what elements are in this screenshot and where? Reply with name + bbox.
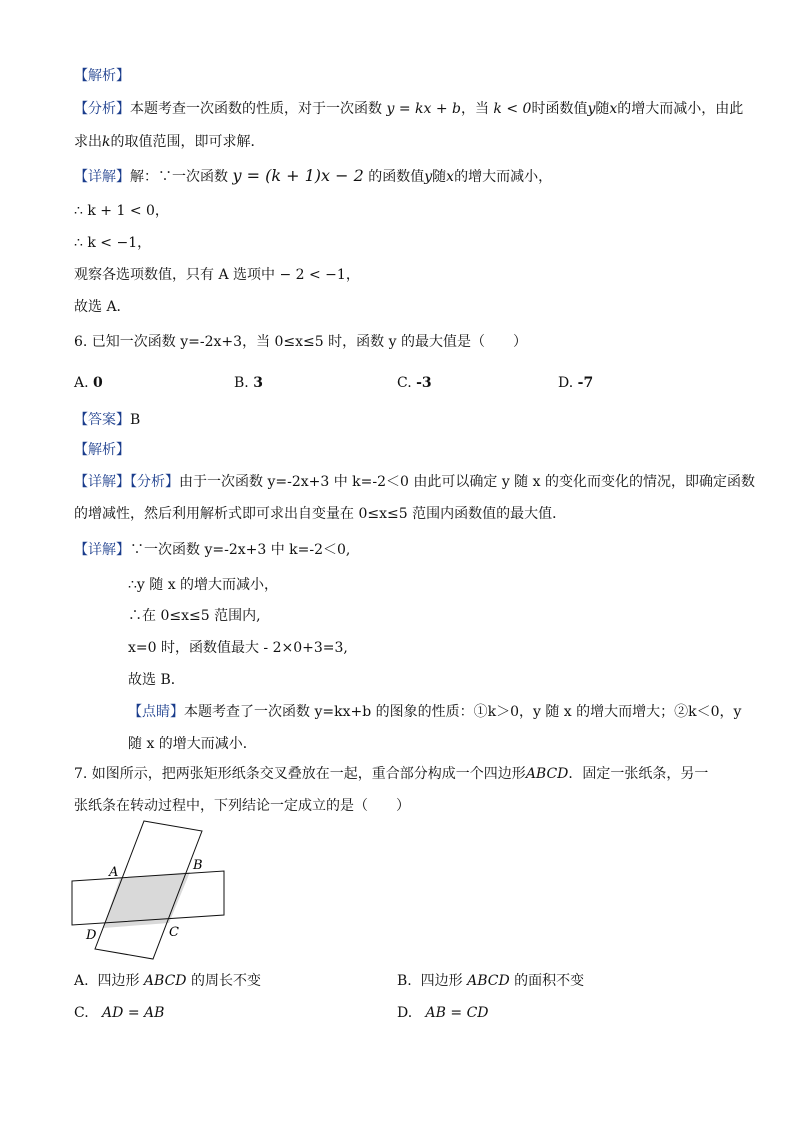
q5-fenxi-line2: 求出k的取值范围，即可求解． [74, 134, 265, 150]
q7-option-a: A. 四边形 ABCD 的周长不变 [74, 973, 261, 989]
q5-fenxi-line1: 【分析】本题考查一次函数的性质，对于一次函数 y = kx + b，当 k < 0时函数值y随x的增大而减小，由此 [74, 101, 744, 117]
q6-detail-line1: 【详解】∵一次函数 y=-2x+3 中 k=-2＜0, [74, 542, 351, 558]
q7-figure [66, 818, 236, 963]
q5-observe: 观察各选项数值，只有 A 选项中 − 2 < −1， [74, 267, 360, 283]
q5-xiangjie-line: 【详解】解：∵一次函数 y = (k + 1)x − 2 的函数值y随x的增大而减小， [74, 166, 553, 185]
q6-fenxi-line1: 【详解】【分析】由于一次函数 y=-2x+3 中 k=-2＜0 由此可以确定 y 随 x 的变化而变化的情况，即确定函数 [74, 474, 755, 490]
q6-dianjing-line1: 【点睛】本题考查了一次函数 y=kx+b 的图象的性质：①k＞0，y 随 x 的增大而增大；②k＜0，y [128, 704, 742, 720]
formula: y = kx + b [386, 101, 461, 117]
q6-option-c: C. -3 [397, 375, 432, 391]
q7-question-line1: 7. 如图所示，把两张矩形纸条交叉叠放在一起，重合部分构成一个四边形ABCD．固定一张纸条，另一 [74, 766, 709, 782]
q7-option-b: B. 四边形 ABCD 的面积不变 [397, 973, 585, 989]
q5-jiexi-tag: 【解析】 [74, 68, 130, 84]
label-c: C [169, 925, 179, 940]
q7-option-d: D. AB = CD [397, 1005, 489, 1021]
q6-detail-line3: ∴在 0≤x≤5 范围内, [128, 608, 261, 624]
q5-conclusion: 故选 A． [74, 299, 131, 315]
label-d: D [86, 928, 97, 943]
q6-dianjing-line2: 随 x 的增大而减小． [128, 736, 257, 752]
formula: k < 0 [493, 101, 532, 117]
q6-detail-line2: ∴y 随 x 的增大而减小， [128, 577, 279, 593]
q6-detail-line5: 故选 B． [128, 672, 185, 688]
q6-fenxi-line2: 的增减性，然后利用解析式即可求出自变量在 0≤x≤5 范围内函数值的最大值． [74, 506, 567, 522]
q5-step2: ∴ k < −1， [74, 235, 152, 251]
label-b: B [193, 858, 203, 873]
q6-detail-line4: x=0 时，函数值最大 - 2×0+3=3, [128, 640, 348, 656]
formula: y = (k + 1)x − 2 [232, 166, 364, 185]
q5-step1: ∴ k + 1 < 0， [74, 203, 169, 219]
q6-option-d: D. -7 [558, 375, 594, 391]
q6-jiexi-tag: 【解析】 [74, 442, 130, 458]
q6-answer: 【答案】B [74, 412, 141, 428]
q6-option-b: B. 3 [234, 375, 263, 391]
q6-option-a: A. 0 [74, 375, 103, 391]
label-a: A [109, 865, 119, 880]
q7-question-line2: 张纸条在转动过程中，下列结论一定成立的是（ ） [74, 798, 410, 814]
q6-question: 6. 已知一次函数 y=-2x+3，当 0≤x≤5 时，函数 y 的最大值是（ ） [74, 334, 527, 350]
q7-option-c: C. AD = AB [74, 1005, 165, 1021]
